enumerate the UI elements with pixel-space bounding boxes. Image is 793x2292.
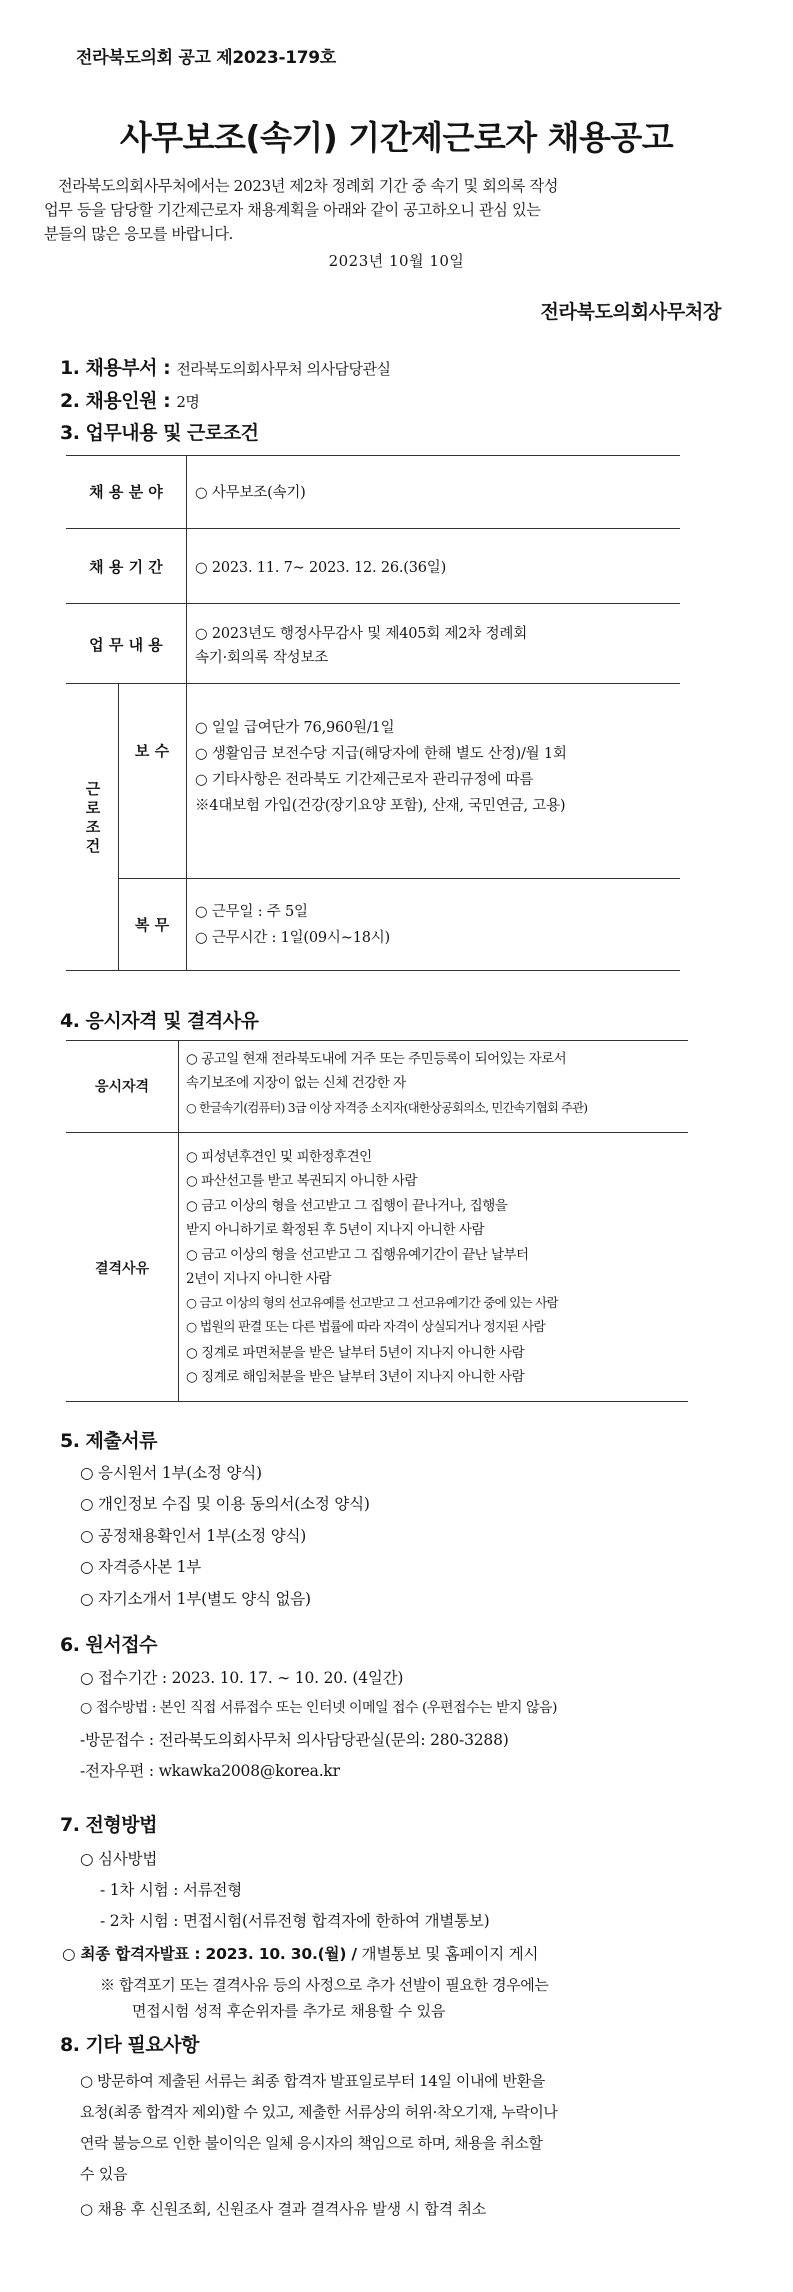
row-header-pay: 보 수	[134, 742, 170, 760]
final-announcement-label: ○ 최종 합격자발표 : 2023. 10. 30.(월) /	[62, 1945, 357, 1963]
section-department	[60, 353, 390, 380]
row-header-period: 채 용 기 간	[89, 558, 163, 576]
intro-line: 분들의 많은 응모를 바랍니다.	[44, 225, 233, 243]
section-qualifications: 4. 응시자격 및 결격사유	[60, 1010, 259, 1032]
document-item: ○ 공정채용확인서 1부(소정 양식)	[80, 1527, 307, 1545]
field-value: ○ 사무보조(속기)	[195, 485, 306, 501]
qualification-line: ○ 공고일 현재 전라북도내에 거주 또는 주민등록이 되어있는 자로서	[186, 1051, 567, 1067]
intro-line: 업무 등을 담당할 기간제근로자 채용계획을 아래와 같이 공고하오니 관심 있는	[44, 201, 541, 219]
section-selection: 7. 전형방법	[60, 1814, 157, 1836]
selection-note: ※ 합격포기 또는 결격사유 등의 사정으로 추가 선발이 필요한 경우에는	[100, 1976, 549, 1994]
etc-line: ○ 채용 후 신원조회, 신원조사 결과 결격사유 발생 시 합격 취소	[80, 2200, 487, 2218]
disqualification-line: ○ 금고 이상의 형을 선고받고 그 집행이 끝나거나, 집행을	[186, 1198, 508, 1214]
section-etc: 8. 기타 필요사항	[60, 2034, 199, 2056]
selection-method: ○ 심사방법	[80, 1850, 158, 1868]
department-value: 전라북도의회사무처 의사담당관실	[176, 360, 391, 378]
section-work-conditions: 3. 업무내용 및 근로조건	[60, 422, 259, 444]
disqualification-line: ○ 피성년후견인 및 피한정후견인	[186, 1149, 372, 1165]
etc-line: ○ 방문하여 제출된 서류는 최종 합격자 발표일로부터 14일 이내에 반환을	[80, 2072, 545, 2090]
disqualification-line: ○ 법원의 판결 또는 다른 법률에 따라 자격이 상실되거나 정지된 사람	[186, 1320, 546, 1335]
selection-step: - 1차 시험 : 서류전형	[100, 1881, 243, 1899]
duties-line: ○ 2023년도 행정사무감사 및 제405회 제2차 정례회	[195, 626, 528, 642]
disqualification-line: ○ 파산선고를 받고 복권되지 아니한 사람	[186, 1173, 417, 1189]
notice-date: 2023년 10월 10일	[328, 252, 465, 270]
row-header-duties: 업 무 내 용	[89, 636, 163, 654]
page-title: 사무보조(속기) 기간제근로자 채용공고	[119, 118, 674, 157]
receipt-line: ○ 접수기간 : 2023. 10. 17. ∼ 10. 20. (4일간)	[80, 1669, 404, 1687]
receipt-line: -방문접수 : 전라북도의회사무처 의사담당관실(문의: 280-3288)	[80, 1731, 509, 1749]
receipt-line: ○ 접수방법 : 본인 직접 서류접수 또는 인터넷 이메일 접수 (우편접수는 받지 않음)	[80, 1700, 558, 1716]
qualification-line: 속기보조에 지장이 없는 신체 건강한 자	[186, 1075, 406, 1091]
pay-line: ○ 생활임금 보전수당 지급(해당자에 한해 별도 산정)/월 1회	[195, 746, 567, 762]
pay-line: ※4대보험 가입(건강(장기요양 포함), 산재, 국민연금, 고용)	[195, 798, 566, 814]
row-header-qualification: 응시자격	[94, 1079, 150, 1095]
etc-line: 수 있음	[80, 2165, 128, 2183]
disqualification-line: ○ 징계로 파면처분을 받은 날부터 5년이 지나지 아니한 사람	[186, 1345, 525, 1361]
disqualification-line: ○ 징계로 해임처분을 받은 날부터 3년이 지나지 아니한 사람	[186, 1369, 525, 1385]
document-item: ○ 자기소개서 1부(별도 양식 없음)	[80, 1590, 311, 1608]
document-item: ○ 개인정보 수집 및 이용 동의서(소정 양식)	[80, 1495, 370, 1513]
receipt-line: -전자우편 : wkawka2008@korea.kr	[80, 1762, 340, 1780]
disqualification-line: 받지 아니하기로 확정된 후 5년이 지나지 아니한 사람	[186, 1222, 484, 1238]
section-label: 2. 채용인원 :	[60, 390, 171, 412]
period-value: ○ 2023. 11. 7∼ 2023. 12. 26.(36일)	[195, 560, 447, 576]
selection-note: 면접시험 성적 후순위자를 추가로 채용할 수 있음	[132, 2002, 446, 2020]
pay-line: ○ 일일 급여단가 76,960원/1일	[195, 720, 395, 736]
final-announcement-note: 개별통보 및 홈페이지 게시	[356, 1945, 539, 1963]
section-documents: 5. 제출서류	[60, 1430, 157, 1452]
section-headcount	[60, 386, 199, 413]
qualification-line: ○ 한글속기(컴퓨터) 3급 이상 자격증 소지자(대한상공회의소, 민간속기협회 주관)	[186, 1101, 588, 1115]
final-announcement	[62, 1942, 538, 1964]
row-header-duty: 복 무	[134, 916, 170, 934]
disqualification-line: ○ 금고 이상의 형을 선고받고 그 집행유예기간이 끝난 날부터	[186, 1247, 529, 1263]
disqualification-line: 2년이 지나지 아니한 사람	[186, 1271, 331, 1287]
row-header-disqualification: 결격사유	[94, 1261, 150, 1277]
pay-line: ○ 기타사항은 전라북도 기간제근로자 관리규정에 따름	[195, 772, 534, 788]
row-header-field: 채 용 분 야	[89, 483, 163, 501]
document-item: ○ 응시원서 1부(소정 양식)	[80, 1464, 262, 1482]
etc-line: 요청(최종 합격자 제외)할 수 있고, 제출한 서류상의 허위·착오기재, 누락이나	[80, 2103, 558, 2121]
group-header-conditions: 근로조건	[85, 780, 101, 855]
headcount-value: 2명	[176, 393, 200, 411]
intro-line: 전라북도의회사무처에서는 2023년 제2차 정례회 기간 중 속기 및 회의록 작성	[58, 177, 559, 195]
duty-line: ○ 근무시간 : 1일(09시∼18시)	[195, 930, 391, 946]
duties-line: 속기·회의록 작성보조	[195, 650, 329, 666]
etc-line: 연락 불능으로 인한 불이익은 일체 응시자의 책임으로 하며, 채용을 취소할	[80, 2134, 543, 2152]
document-item: ○ 자격증사본 1부	[80, 1558, 202, 1576]
duty-line: ○ 근무일 : 주 5일	[195, 904, 308, 920]
selection-step: - 2차 시험 : 면접시험(서류전형 합격자에 한하여 개별통보)	[100, 1912, 490, 1930]
section-application: 6. 원서접수	[60, 1634, 157, 1656]
disqualification-line: ○ 금고 이상의 형의 선고유예를 선고받고 그 선고유예기간 중에 있는 사람	[186, 1295, 558, 1310]
section-label: 1. 채용부서 :	[60, 357, 171, 379]
notice-number: 전라북도의회 공고 제2023-179호	[76, 48, 336, 68]
issuer: 전라북도의회사무처장	[540, 301, 721, 323]
